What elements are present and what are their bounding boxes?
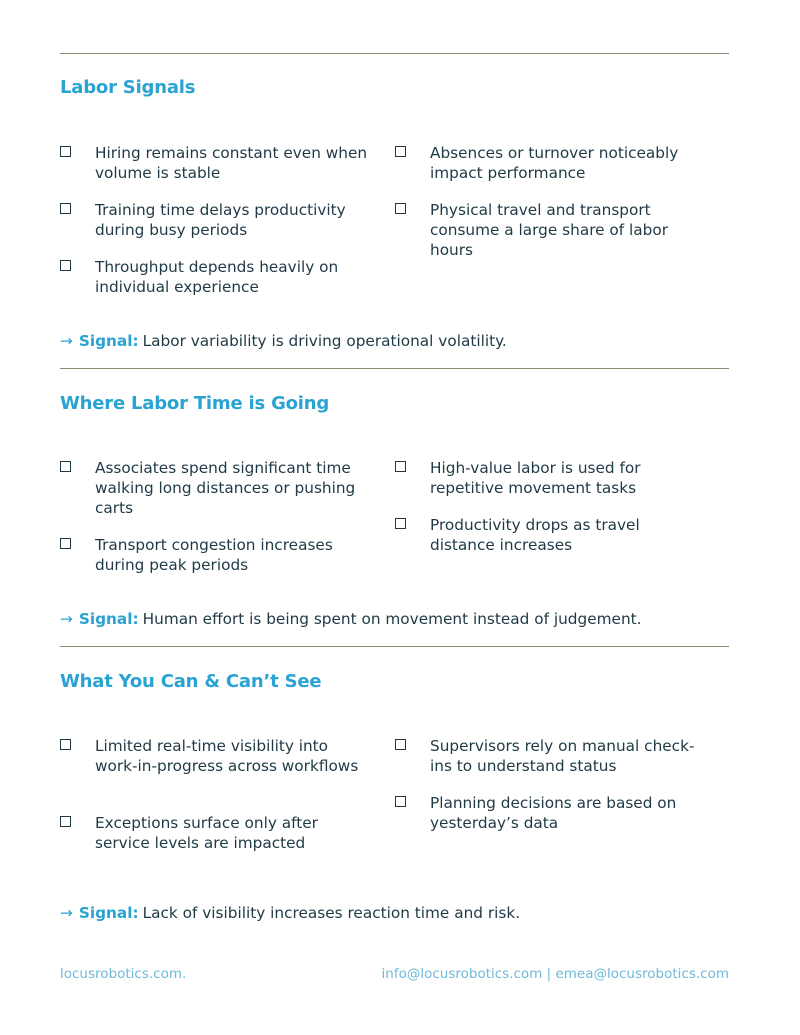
checklist-item-label: Associates spend significant time walking long distances or pushing carts [95,459,356,517]
checkbox-icon[interactable] [395,203,406,214]
checkbox-icon[interactable] [395,796,406,807]
checklist-item-label: Absences or turnover noticeably impact performance [430,144,679,182]
checkbox-icon[interactable] [60,538,71,549]
checkbox-icon[interactable] [60,203,71,214]
checklist-item-label: Productivity drops as travel distance increases [430,516,640,554]
signal-statement [60,903,520,923]
checkbox-icon[interactable] [60,146,71,157]
checklist-item-label: High-value labor is used for repetitive movement tasks [430,459,641,497]
checkbox-icon[interactable] [395,739,406,750]
checklist-item-label: Physical travel and transport consume a large share of labor hours [430,201,669,259]
checklist-item-label: Training time delays productivity during busy periods [95,201,346,239]
checklist-item-label: Hiring remains constant even when volume is stable [95,144,368,182]
checklist-item-label: Throughput depends heavily on individual experience [95,258,339,296]
signal-label: Signal: [78,332,139,350]
right-arrow-icon: → [60,610,73,628]
signal-statement [60,609,642,629]
checkbox-icon[interactable] [395,518,406,529]
signal-statement [60,331,507,351]
right-arrow-icon: → [60,904,73,922]
checkbox-icon[interactable] [60,816,71,827]
checkbox-icon[interactable] [60,260,71,271]
checklist-item-label: Transport congestion increases during peak periods [95,536,333,574]
section-title-labor-time: Where Labor Time is Going [60,393,330,414]
section-title-labor-signals: Labor Signals [60,77,196,98]
checkbox-icon[interactable] [395,146,406,157]
footer-website-link[interactable]: locusrobotics.com. [60,966,187,982]
signal-label: Signal: [78,904,139,922]
section-title-visibility: What You Can & Can’t See [60,671,322,692]
checkbox-icon[interactable] [60,739,71,750]
signal-text: Human effort is being spent on movement instead of judgement. [142,610,642,628]
section-divider [60,646,729,647]
checklist-item-label: Planning decisions are based on yesterday’s data [430,794,677,832]
signal-text: Labor variability is driving operational volatility. [142,332,507,350]
section-divider [60,53,729,54]
signal-text: Lack of visibility increases reaction time and risk. [142,904,521,922]
checklist-item-label: Exceptions surface only after service levels are impacted [95,814,318,852]
checkbox-icon[interactable] [395,461,406,472]
checkbox-icon[interactable] [60,461,71,472]
checklist-item-label: Supervisors rely on manual check-ins to understand status [430,737,695,775]
signal-label: Signal: [78,610,139,628]
right-arrow-icon: → [60,332,73,350]
checklist-item-label: Limited real-time visibility into work-in-progress across workflows [95,737,359,775]
footer-contact-emails[interactable]: info@locusrobotics.com | emea@locusrobotics.com [381,966,729,982]
section-divider [60,368,729,369]
